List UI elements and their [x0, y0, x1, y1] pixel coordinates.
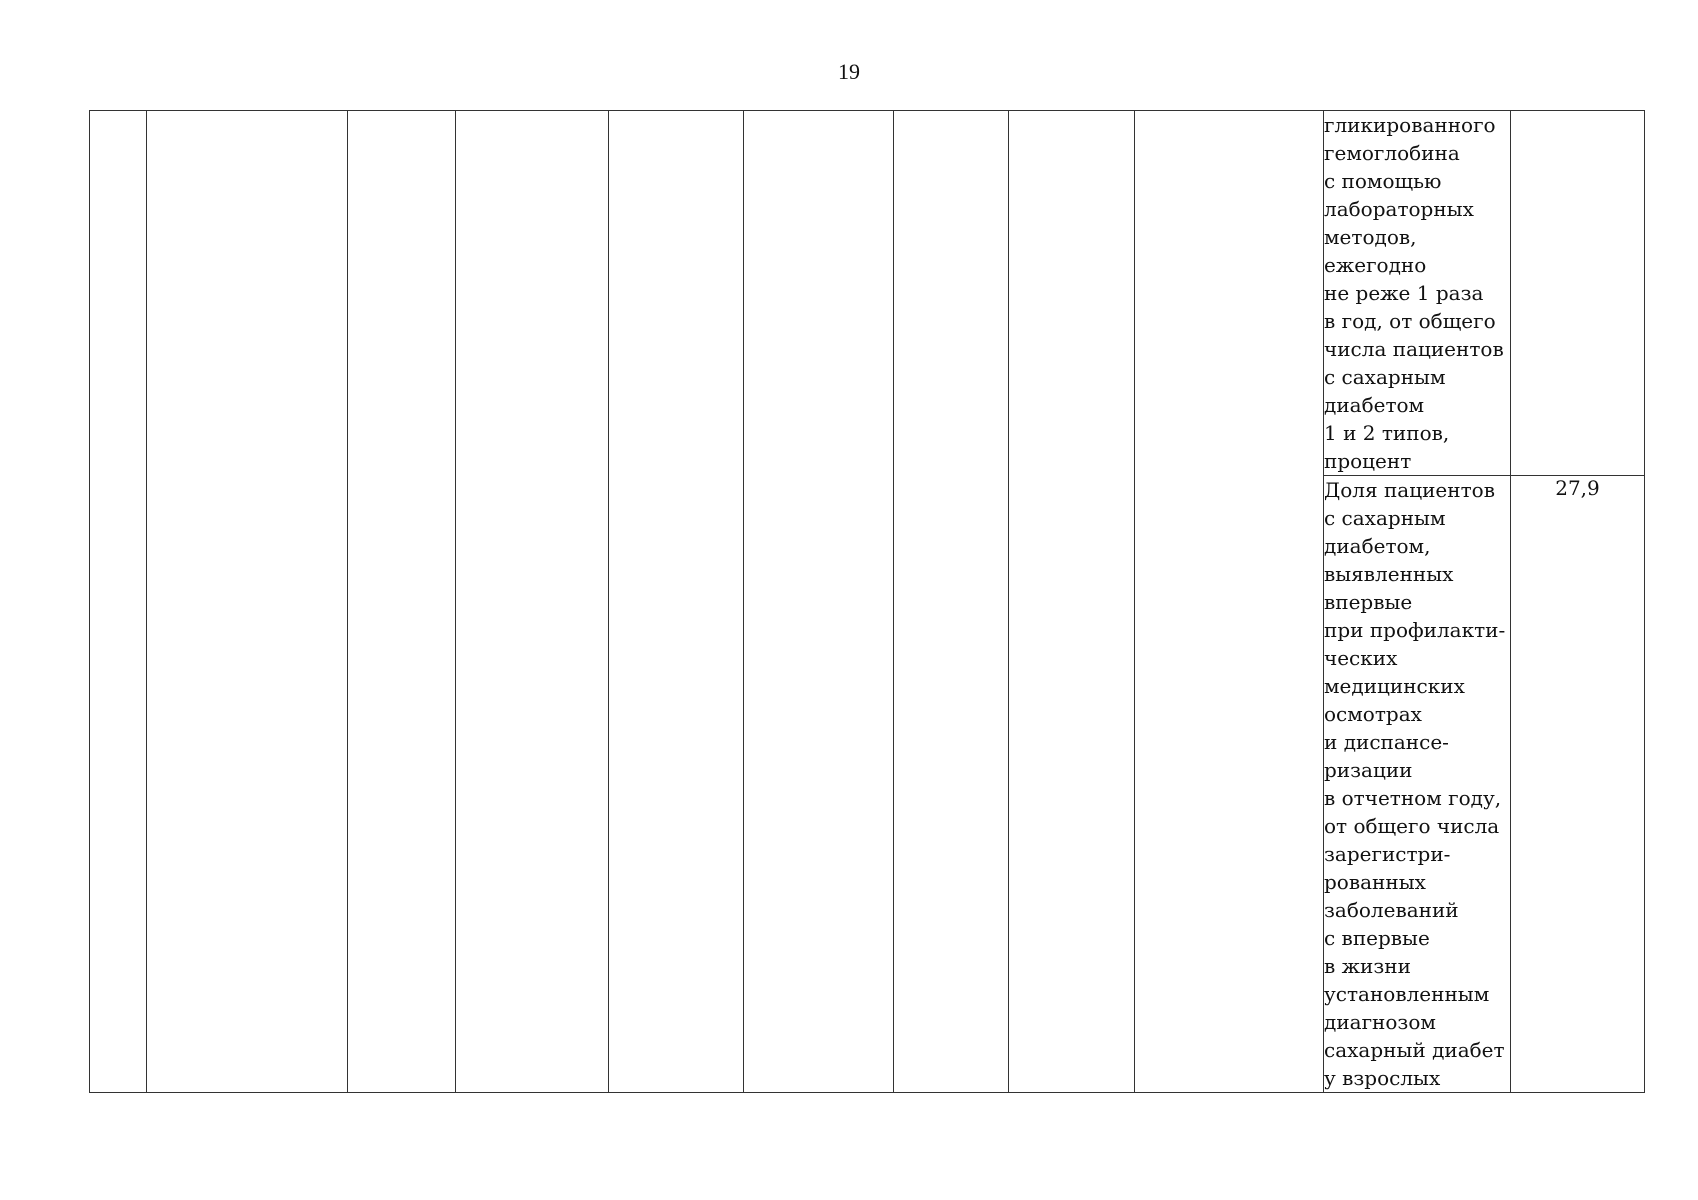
value-cell — [1511, 111, 1645, 476]
indicator-cell: гликированного гемоглобина с помощью лабораторных методов, ежегодно не реже 1 раза в год, от общего числа пациентов с сахарным диабетом 1 и 2 типов, процент — [1324, 111, 1511, 476]
empty-cell — [147, 111, 348, 1093]
empty-cell — [609, 111, 744, 1093]
empty-cell — [90, 111, 147, 1093]
empty-cell — [744, 111, 894, 1093]
table-row — [90, 111, 1645, 476]
empty-cell — [1135, 111, 1324, 1093]
data-table — [89, 110, 1645, 1093]
empty-cell — [1009, 111, 1135, 1093]
empty-cell — [348, 111, 456, 1093]
empty-cell — [456, 111, 609, 1093]
value-cell: 27,9 — [1511, 476, 1645, 1093]
page-number: 19 — [838, 59, 860, 84]
empty-cell — [894, 111, 1009, 1093]
indicator-cell: Доля пациентов с сахарным диабетом, выявленных впервые при профилакти- ческих медицинских осмотрах и диспансе- ризации в отчетном году, от общего числа зарегистри- рованных заболеваний с впервые в жизни установленным диагнозом сахарный диабет у взрослых — [1324, 476, 1511, 1093]
